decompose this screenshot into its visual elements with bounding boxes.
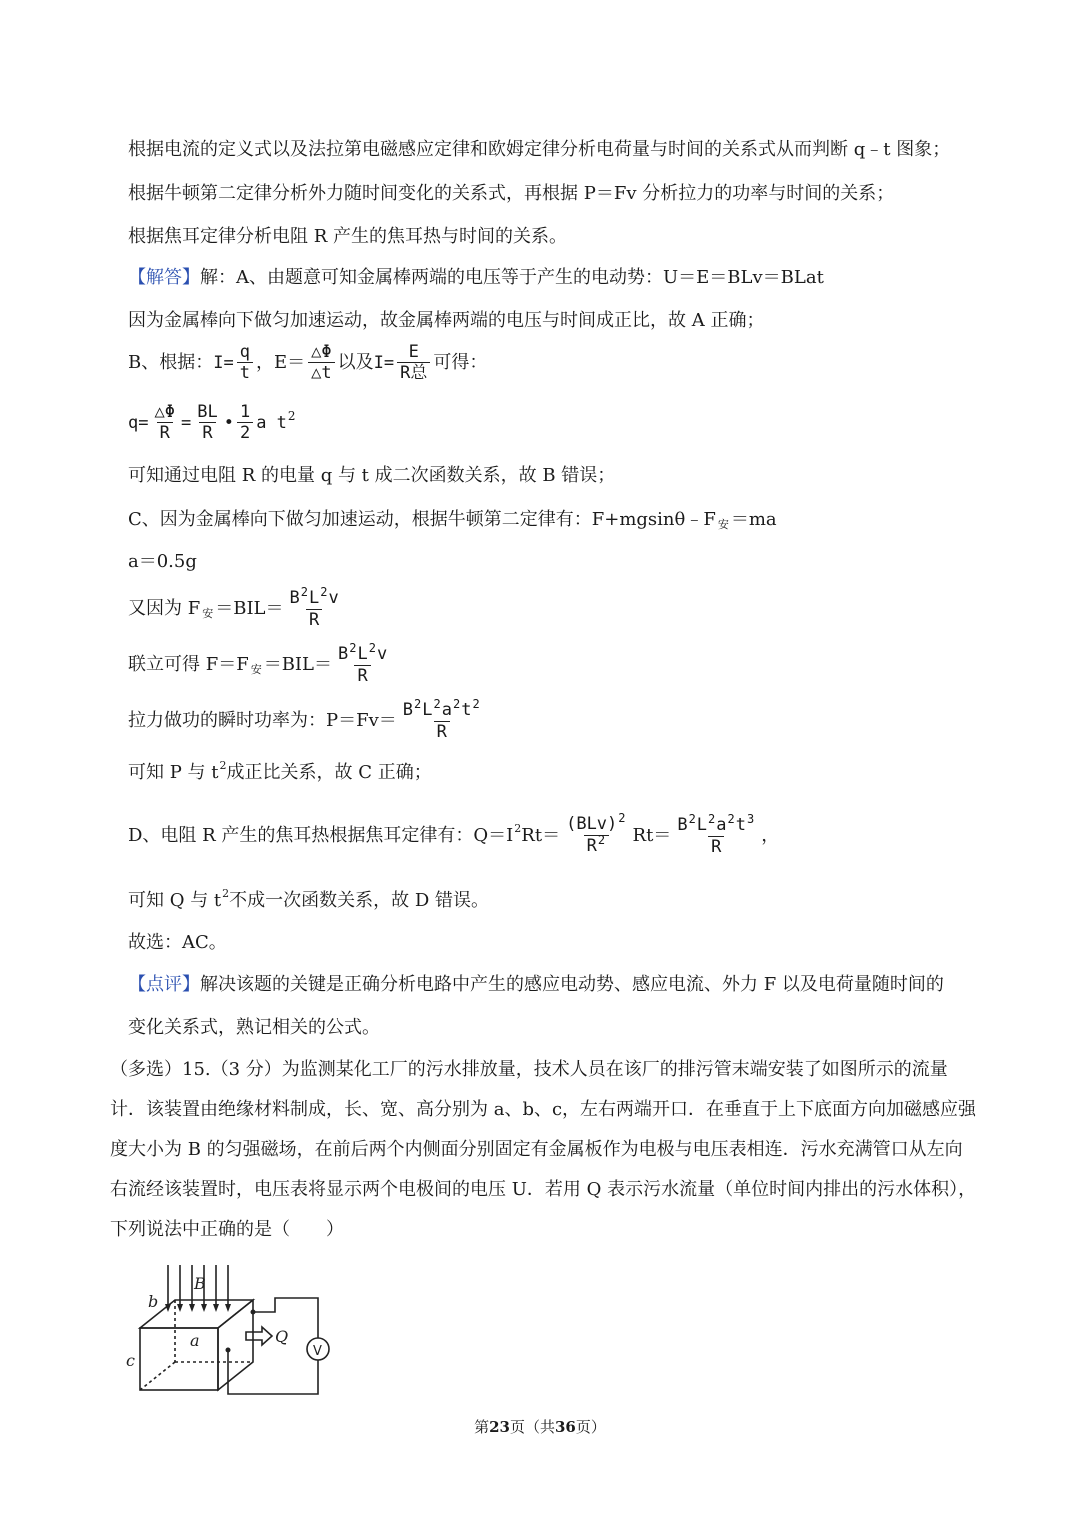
label-V: V	[313, 1344, 322, 1359]
label-B: B	[194, 1274, 206, 1293]
problem-15-text: （多选）15.（3 分）为监测某化工厂的污水排放量，技术人员在该厂的排污管末端安装了如图所示的流量计．该装置由绝缘材料制成，长、宽、高分别为 a、b、c，左右两端开口．在垂直于上下底面方向加磁感应强度大小为 B 的匀强磁场，在前后两个内侧面分别固定有金属板作为电极与电压表相连．污水充满管口从左向右流经该装置时，电压表将显示两个电极间的电压 U．若用 Q 表示污水流量（单位时间内排出的污水体积），下列说法中正确的是（ ）	[110, 1059, 977, 1240]
flowmeter-figure	[120, 1260, 340, 1400]
formula-line-combined: 联立可得 F＝F 安 ＝BIL＝ $\frac{B^2L^2v}{R}$	[128, 641, 388, 686]
label-c: c	[126, 1351, 135, 1370]
formula-line-q: q= $\frac{\triangle\Phi}{R}$ = $\frac{BL}{R}$ • $\frac{1}{2}$ a t 2	[128, 402, 296, 443]
text-line-10: a＝0.5g	[128, 551, 197, 572]
fraction-q-over-t: $\frac{q}{t}$	[237, 342, 253, 383]
text-line-14: 可知 P 与 t 2 成正比关系，故 C 正确；	[128, 759, 432, 783]
text-line-2: 根据牛顿第二定律分析外力随时间变化的关系式，再根据 P＝Fv 分析拉力的功率与时间的关系；	[128, 183, 895, 204]
text-line-17: 故选：AC。	[128, 932, 227, 953]
formula-line-d: D、电阻 R 产生的焦耳热根据焦耳定律有：Q＝I 2 Rt＝ $\frac{(BLv)^2}{R^2}$ Rt＝ $\frac{B^2L^2a^2t^3}{R}$ ，	[128, 811, 780, 857]
text-line-5: 因为金属棒向下做匀加速运动，故金属棒两端的电压与时间成正比，故 A 正确；	[128, 310, 765, 331]
formula-line-power: 拉力做功的瞬时功率为：P＝Fv＝ $\frac{B^2L^2a^2t^2}{R}$	[128, 697, 480, 742]
text-line-19: 变化关系式，熟记相关的公式。	[128, 1017, 380, 1038]
text-line-3: 根据焦耳定律分析电阻 R 产生的焦耳热与时间的关系。	[128, 226, 567, 247]
label-Q: Q	[275, 1327, 289, 1346]
text-line-16: 可知 Q 与 t 2 不成一次函数关系，故 D 错误。	[128, 887, 490, 911]
comment-line: 【点评】 解决该题的关键是正确分析电路中产生的感应电动势、感应电流、外力 F 以及电荷量随时间的	[128, 972, 944, 998]
answer-tag: 【解答】	[128, 267, 200, 288]
label-a: a	[190, 1331, 200, 1350]
fraction-dphi-over-dt: $\frac{\triangle\Phi}{\triangle t}$	[308, 342, 334, 383]
text-line-9: C、因为金属棒向下做匀加速运动，根据牛顿第二定律有：F+mgsinθ﹣F 安 ＝ma	[128, 509, 777, 531]
answer-line: 【解答】 解：A、由题意可知金属棒两端的电压等于产生的电动势：U＝E＝BLv＝BLat	[128, 265, 824, 291]
page-footer: 第23页（共36页）	[474, 1418, 606, 1436]
fraction-e-over-r: $\frac{E}{\text{R总}}$	[397, 342, 430, 383]
formula-line-b: B、根据： I= $\frac{q}{t}$ ，E＝ $\frac{\triangle\Phi}{\triangle t}$ 以及 I= $\frac{E}{\text{R总}}$ 可得：	[128, 342, 488, 383]
text-line-1: 根据电流的定义式以及法拉第电磁感应定律和欧姆定律分析电荷量与时间的关系式从而判断 q﹣t 图象；	[128, 139, 951, 160]
page-number: 23	[489, 1418, 510, 1436]
comment-tag: 【点评】	[128, 974, 200, 995]
formula-line-fan: 又因为 F 安 ＝BIL＝ $\frac{B^2L^2v}{R}$	[128, 585, 339, 630]
page-total: 36	[555, 1418, 576, 1436]
text-line-8: 可知通过电阻 R 的电量 q 与 t 成二次函数关系，故 B 错误；	[128, 465, 616, 486]
label-b: b	[148, 1292, 159, 1311]
